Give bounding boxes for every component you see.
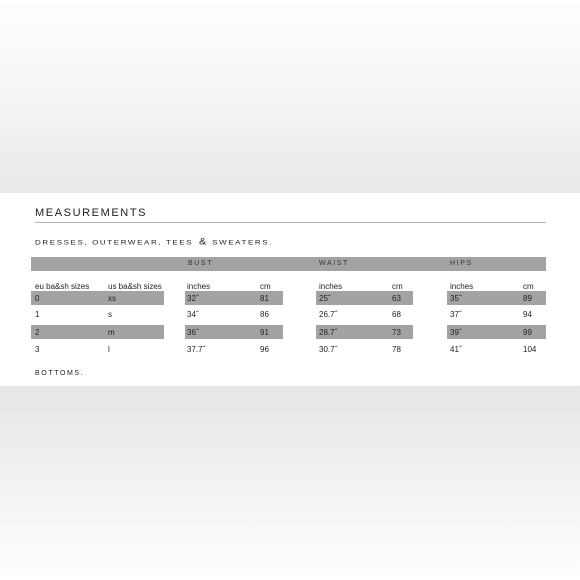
ampersand: &	[198, 237, 207, 247]
table-cell: 37˝	[450, 310, 462, 319]
table-cell: 34˝	[187, 310, 199, 319]
table-cell: 35˝	[450, 294, 462, 303]
category-text-end: SWEATERS.	[212, 238, 274, 247]
table-cell: 30.7˝	[319, 345, 338, 354]
group-label-waist: WAIST	[319, 260, 349, 267]
section-label-bottoms: BOTTOMS.	[35, 370, 85, 377]
table-cell: 73	[392, 328, 401, 337]
table-cell: 91	[260, 328, 269, 337]
column-header: cm	[260, 282, 271, 291]
table-cell: s	[108, 310, 112, 319]
table-cell: 1	[35, 310, 40, 319]
table-cell: m	[108, 328, 115, 337]
measurements-card	[0, 193, 580, 386]
table-cell: 41˝	[450, 345, 462, 354]
column-header: eu ba&sh sizes	[35, 282, 90, 291]
table-cell: 94	[523, 310, 532, 319]
table-cell: 96	[260, 345, 269, 354]
group-label-hips: HIPS	[450, 260, 473, 267]
table-cell: 99	[523, 328, 532, 337]
column-header: inches	[450, 282, 474, 291]
table-cell: 36˝	[187, 328, 199, 337]
background-bottom	[0, 386, 580, 580]
group-label-bust: BUST	[188, 260, 214, 267]
column-header: us ba&sh sizes	[108, 282, 162, 291]
table-cell: 0	[35, 294, 40, 303]
table-cell: l	[108, 345, 110, 354]
table-cell: 37.7˝	[187, 345, 206, 354]
table-cell: 63	[392, 294, 401, 303]
column-header: cm	[392, 282, 403, 291]
column-header: inches	[319, 282, 343, 291]
table-cell: 86	[260, 310, 269, 319]
table-cell: 104	[523, 345, 537, 354]
table-cell: xs	[108, 294, 116, 303]
table-cell: 81	[260, 294, 269, 303]
table-cell: 25˝	[319, 294, 331, 303]
table-cell: 39˝	[450, 328, 462, 337]
table-cell: 2	[35, 328, 40, 337]
table-cell: 89	[523, 294, 532, 303]
table-cell: 26.7˝	[319, 310, 338, 319]
section-title: MEASUREMENTS	[35, 207, 148, 219]
table-cell: 3	[35, 345, 40, 354]
column-header: inches	[187, 282, 211, 291]
table-cell: 78	[392, 345, 401, 354]
table-cell: 28.7˝	[319, 328, 338, 337]
column-header: cm	[523, 282, 534, 291]
category-label	[35, 237, 273, 247]
background-top	[0, 0, 580, 193]
table-cell: 32˝	[187, 294, 199, 303]
row-highlight	[31, 325, 164, 339]
row-highlight	[31, 291, 164, 305]
category-text: DRESSES, OUTERWEAR, TEES	[35, 238, 194, 247]
title-divider	[35, 222, 546, 223]
measurement-group-header	[31, 257, 546, 271]
table-cell: 68	[392, 310, 401, 319]
